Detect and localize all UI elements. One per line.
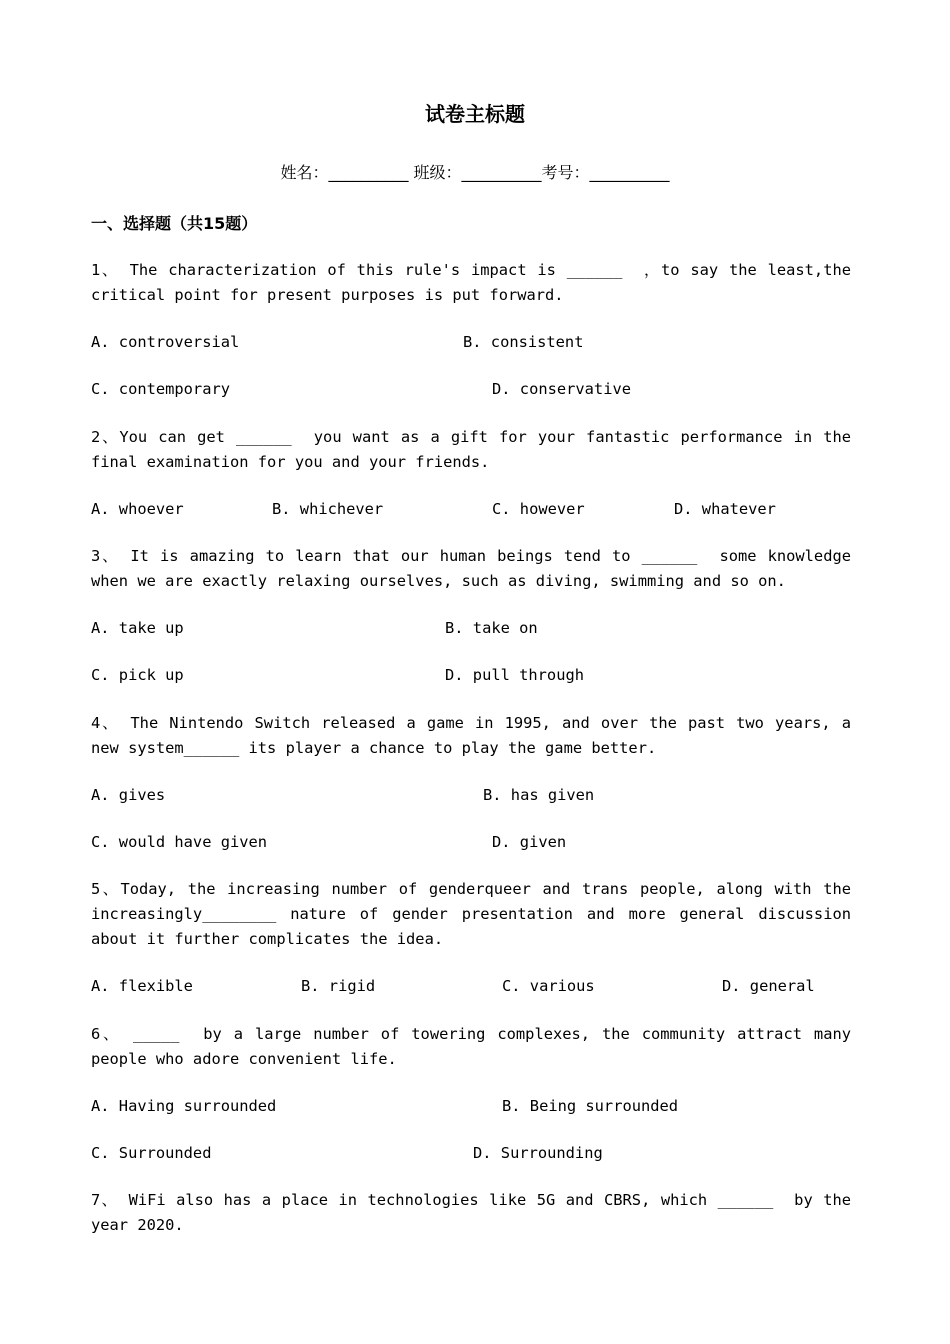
option-6a: A. Having surrounded	[91, 1097, 277, 1115]
question-2: 2、You can get ______ you want as a gift for your fantastic performance in the final examination for you and your friends.	[91, 428, 861, 471]
option-2a: A. whoever	[91, 500, 184, 518]
exam-title: 试卷主标题	[425, 102, 525, 126]
option-4d: D. given	[492, 833, 567, 851]
option-1a: A. controversial	[91, 333, 240, 351]
option-4c: C. would have given	[91, 833, 268, 851]
section-heading: 一、选择题（共15题）	[91, 214, 258, 233]
option-4b: B. has given	[483, 786, 595, 804]
question-3: 3、 It is amazing to learn that our human beings tend to ______ some knowledge when we are exactly relaxing ourselves, such as diving, swimming and so on.	[91, 547, 861, 590]
option-6b: B. Being surrounded	[502, 1097, 679, 1115]
option-1d: D. conservative	[492, 380, 631, 398]
question-6: 6、 _____ by a large number of towering complexes, the community attract many people who adore convenient life.	[91, 1025, 861, 1068]
option-2d: D. whatever	[674, 500, 776, 518]
option-5a: A. flexible	[91, 977, 193, 995]
option-6d: D. Surrounding	[473, 1144, 603, 1162]
question-4: 4、 The Nintendo Switch released a game in 1995, and over the past two years, a new system______ its player a chance to play the game better.	[91, 714, 861, 757]
option-1c: C. contemporary	[91, 380, 230, 398]
question-5: 5、Today, the increasing number of genderqueer and trans people, along with the increasingly________ nature of gender presentation and more general discussion about it further complicates the idea.	[91, 880, 861, 948]
option-2c: C. however	[492, 500, 585, 518]
option-3c: C. pick up	[91, 666, 184, 684]
option-5b: B. rigid	[301, 977, 376, 995]
student-info-line: 姓名：__________ 班级：__________考号：__________	[280, 163, 670, 182]
option-3b: B. take on	[445, 619, 538, 637]
question-1: 1、 The characterization of this rule's impact is ______ ，to say the least,the critical point for present purposes is put forward.	[91, 261, 861, 304]
option-1b: B. consistent	[463, 333, 584, 351]
option-5c: C. various	[502, 977, 595, 995]
option-3a: A. take up	[91, 619, 184, 637]
option-3d: D. pull through	[445, 666, 584, 684]
option-4a: A. gives	[91, 786, 166, 804]
option-2b: B. whichever	[272, 500, 384, 518]
option-6c: C. Surrounded	[91, 1144, 212, 1162]
option-5d: D. general	[722, 977, 815, 995]
question-7: 7、 WiFi also has a place in technologies like 5G and CBRS, which ______ by the year 2020.	[91, 1191, 861, 1234]
